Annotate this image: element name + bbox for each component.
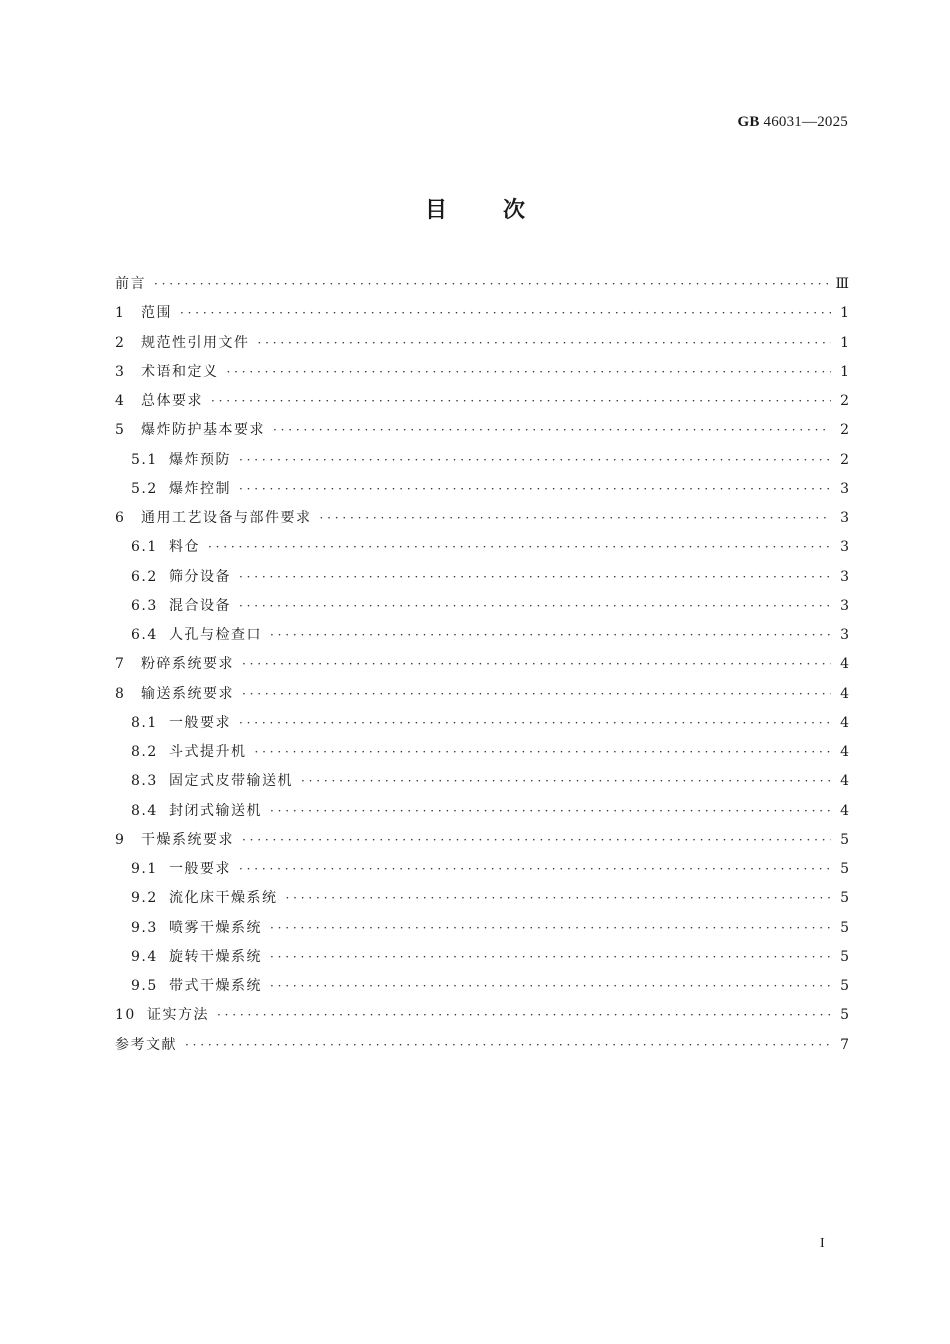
toc-entry-title: 粉碎系统要求 bbox=[141, 656, 234, 673]
toc-entry[interactable] bbox=[115, 504, 849, 533]
standard-prefix: GB bbox=[737, 114, 760, 130]
toc-entry-page: 5 bbox=[840, 890, 849, 907]
toc-entry-page: 1 bbox=[840, 334, 849, 351]
toc-dot-leader bbox=[258, 329, 832, 358]
toc-entry-title: 喷雾干燥系统 bbox=[169, 919, 262, 936]
toc-entry-title: 爆炸防护基本要求 bbox=[141, 422, 265, 439]
toc-dot-leader bbox=[180, 299, 831, 328]
toc-entry[interactable] bbox=[115, 972, 849, 1001]
toc-entry-number: 6.1 bbox=[131, 539, 158, 556]
toc-entry[interactable] bbox=[115, 855, 849, 884]
toc-entry[interactable] bbox=[115, 943, 849, 972]
toc-entry[interactable] bbox=[115, 1001, 849, 1030]
toc-entry[interactable] bbox=[115, 826, 849, 855]
toc-entry-title: 范围 bbox=[141, 305, 172, 322]
toc-entry[interactable] bbox=[115, 533, 849, 562]
toc-entry[interactable] bbox=[115, 446, 849, 475]
toc-entry[interactable] bbox=[115, 621, 849, 650]
toc-entry[interactable] bbox=[115, 358, 849, 387]
toc-entry-page: 1 bbox=[840, 305, 849, 322]
toc-entry-title: 人孔与检查口 bbox=[169, 627, 262, 643]
toc-entry-number: 5.2 bbox=[131, 480, 158, 497]
toc-entry[interactable] bbox=[115, 650, 849, 679]
toc-entry-number: 7 bbox=[115, 656, 126, 673]
toc-entry-number: 1 bbox=[115, 305, 126, 322]
toc-entry[interactable] bbox=[115, 884, 849, 913]
toc-dot-leader bbox=[242, 650, 831, 679]
toc-dot-leader bbox=[242, 680, 831, 709]
toc-entry-page: 3 bbox=[840, 627, 849, 643]
toc-entry-number: 5 bbox=[115, 422, 126, 439]
standard-number: 46031—2025 bbox=[763, 114, 848, 130]
toc-entry-number: 2 bbox=[115, 334, 126, 351]
toc-entry-title: 爆炸控制 bbox=[169, 480, 231, 497]
toc-entry-title: 料仓 bbox=[169, 539, 200, 556]
toc-entry[interactable] bbox=[115, 709, 849, 738]
toc-dot-leader bbox=[227, 358, 832, 387]
toc-entry-page: 3 bbox=[840, 568, 849, 585]
toc-entry[interactable] bbox=[115, 1031, 849, 1060]
toc-entry-title: 封闭式输送机 bbox=[169, 802, 262, 819]
toc-entry[interactable] bbox=[115, 270, 849, 299]
toc-entry-number: 10 bbox=[115, 1007, 136, 1024]
toc-dot-leader bbox=[154, 270, 831, 299]
toc-entry-number: 6.3 bbox=[131, 597, 158, 614]
toc-entry-page: 5 bbox=[840, 1007, 849, 1024]
toc-entry-number: 8.4 bbox=[131, 802, 158, 819]
toc-entry-number: 9.2 bbox=[131, 890, 158, 907]
toc-dot-leader bbox=[185, 1031, 831, 1060]
toc-dot-leader bbox=[320, 504, 832, 533]
toc-entry-number: 6 bbox=[115, 510, 126, 526]
toc-entry-title: 一般要求 bbox=[169, 861, 231, 877]
toc-entry-number: 4 bbox=[115, 393, 126, 409]
toc-dot-leader bbox=[301, 767, 831, 796]
toc-entry-page: 2 bbox=[840, 422, 849, 439]
toc-entry-title: 通用工艺设备与部件要求 bbox=[141, 510, 312, 526]
toc-dot-leader bbox=[270, 943, 831, 972]
toc-entry-number: 8.2 bbox=[131, 744, 158, 760]
toc-entry[interactable] bbox=[115, 914, 849, 943]
toc-entry-page: 2 bbox=[840, 451, 849, 468]
toc-entry-page: 5 bbox=[840, 948, 849, 965]
toc-entry[interactable] bbox=[115, 416, 849, 445]
toc-entry[interactable] bbox=[115, 329, 849, 358]
toc-entry-number: 6.4 bbox=[131, 627, 158, 643]
toc-entry-page: 5 bbox=[840, 831, 849, 848]
toc-entry-page: 4 bbox=[840, 802, 849, 819]
document-header bbox=[737, 114, 848, 131]
toc-entry-page: Ⅲ bbox=[835, 276, 849, 292]
toc-dot-leader bbox=[239, 446, 831, 475]
toc-entry-number: 9.3 bbox=[131, 919, 158, 936]
page-title: 目次 bbox=[424, 198, 581, 223]
toc-entry-number: 3 bbox=[115, 363, 126, 380]
toc-entry-title: 参考文献 bbox=[115, 1036, 177, 1053]
toc-entry-title: 证实方法 bbox=[147, 1007, 209, 1024]
toc-entry-title: 爆炸预防 bbox=[169, 451, 231, 468]
toc-entry-title: 带式干燥系统 bbox=[169, 978, 262, 994]
toc-entry-title: 规范性引用文件 bbox=[141, 334, 250, 351]
toc-entry-page: 4 bbox=[840, 685, 849, 702]
toc-entry[interactable] bbox=[115, 767, 849, 796]
toc-entry-title: 筛分设备 bbox=[169, 568, 231, 585]
toc-dot-leader bbox=[239, 592, 831, 621]
toc-entry-number: 8.3 bbox=[131, 773, 158, 790]
toc-entry-page: 3 bbox=[840, 510, 849, 526]
toc-dot-leader bbox=[239, 563, 831, 592]
toc-entry-page: 3 bbox=[840, 480, 849, 497]
toc-entry-title: 旋转干燥系统 bbox=[169, 948, 262, 965]
toc-entry-title: 斗式提升机 bbox=[169, 744, 247, 760]
toc-entry-page: 5 bbox=[840, 919, 849, 936]
toc-entry-number: 5.1 bbox=[131, 451, 158, 468]
toc-entry-page: 3 bbox=[840, 539, 849, 556]
toc-dot-leader bbox=[211, 387, 831, 416]
toc-entry-page: 5 bbox=[840, 978, 849, 994]
toc-entry-number: 9.1 bbox=[131, 861, 158, 877]
toc-dot-leader bbox=[286, 884, 832, 913]
toc-entry-title: 前言 bbox=[115, 276, 146, 292]
toc-dot-leader bbox=[270, 621, 831, 650]
toc-dot-leader bbox=[239, 709, 831, 738]
toc-entry-title: 术语和定义 bbox=[141, 363, 219, 380]
toc-entry-page: 4 bbox=[840, 656, 849, 673]
toc-entry-page: 4 bbox=[840, 714, 849, 731]
toc-entry-title: 流化床干燥系统 bbox=[169, 890, 278, 907]
toc-dot-leader bbox=[270, 972, 831, 1001]
toc-entry-page: 3 bbox=[840, 597, 849, 614]
toc-dot-leader bbox=[242, 826, 831, 855]
toc-dot-leader bbox=[239, 475, 831, 504]
toc-entry[interactable] bbox=[115, 387, 849, 416]
toc-entry[interactable] bbox=[115, 592, 849, 621]
toc-entry-number: 6.2 bbox=[131, 568, 158, 585]
toc-entry[interactable] bbox=[115, 680, 849, 709]
toc-dot-leader bbox=[217, 1001, 831, 1030]
toc-dot-leader bbox=[273, 416, 831, 445]
toc-entry-number: 9.4 bbox=[131, 948, 158, 965]
toc-entry-page: 5 bbox=[840, 861, 849, 877]
toc-entry[interactable] bbox=[115, 797, 849, 826]
toc-entry-title: 总体要求 bbox=[141, 393, 203, 409]
page-number: I bbox=[820, 1236, 825, 1251]
toc-entry-number: 9 bbox=[115, 831, 126, 848]
toc-entry-page: 1 bbox=[840, 363, 849, 380]
toc-dot-leader bbox=[270, 797, 831, 826]
toc-entry[interactable] bbox=[115, 738, 849, 767]
toc-dot-leader bbox=[239, 855, 831, 884]
toc-dot-leader bbox=[208, 533, 831, 562]
toc-entry-number: 8.1 bbox=[131, 714, 158, 731]
toc-entry-page: 2 bbox=[840, 393, 849, 409]
toc-entry-title: 一般要求 bbox=[169, 714, 231, 731]
toc-entry-title: 混合设备 bbox=[169, 597, 231, 614]
toc-entry-page: 4 bbox=[840, 773, 849, 790]
toc-entry-page: 4 bbox=[840, 744, 849, 760]
toc-entry[interactable] bbox=[115, 475, 849, 504]
toc-dot-leader bbox=[255, 738, 832, 767]
table-of-contents bbox=[115, 270, 849, 1060]
toc-entry[interactable] bbox=[115, 299, 849, 328]
toc-entry-page: 7 bbox=[840, 1036, 849, 1053]
toc-entry-number: 9.5 bbox=[131, 978, 158, 994]
toc-dot-leader bbox=[270, 914, 831, 943]
toc-entry-title: 固定式皮带输送机 bbox=[169, 773, 293, 790]
toc-entry-title: 输送系统要求 bbox=[141, 685, 234, 702]
toc-entry[interactable] bbox=[115, 563, 849, 592]
toc-entry-number: 8 bbox=[115, 685, 126, 702]
toc-entry-title: 干燥系统要求 bbox=[141, 831, 234, 848]
